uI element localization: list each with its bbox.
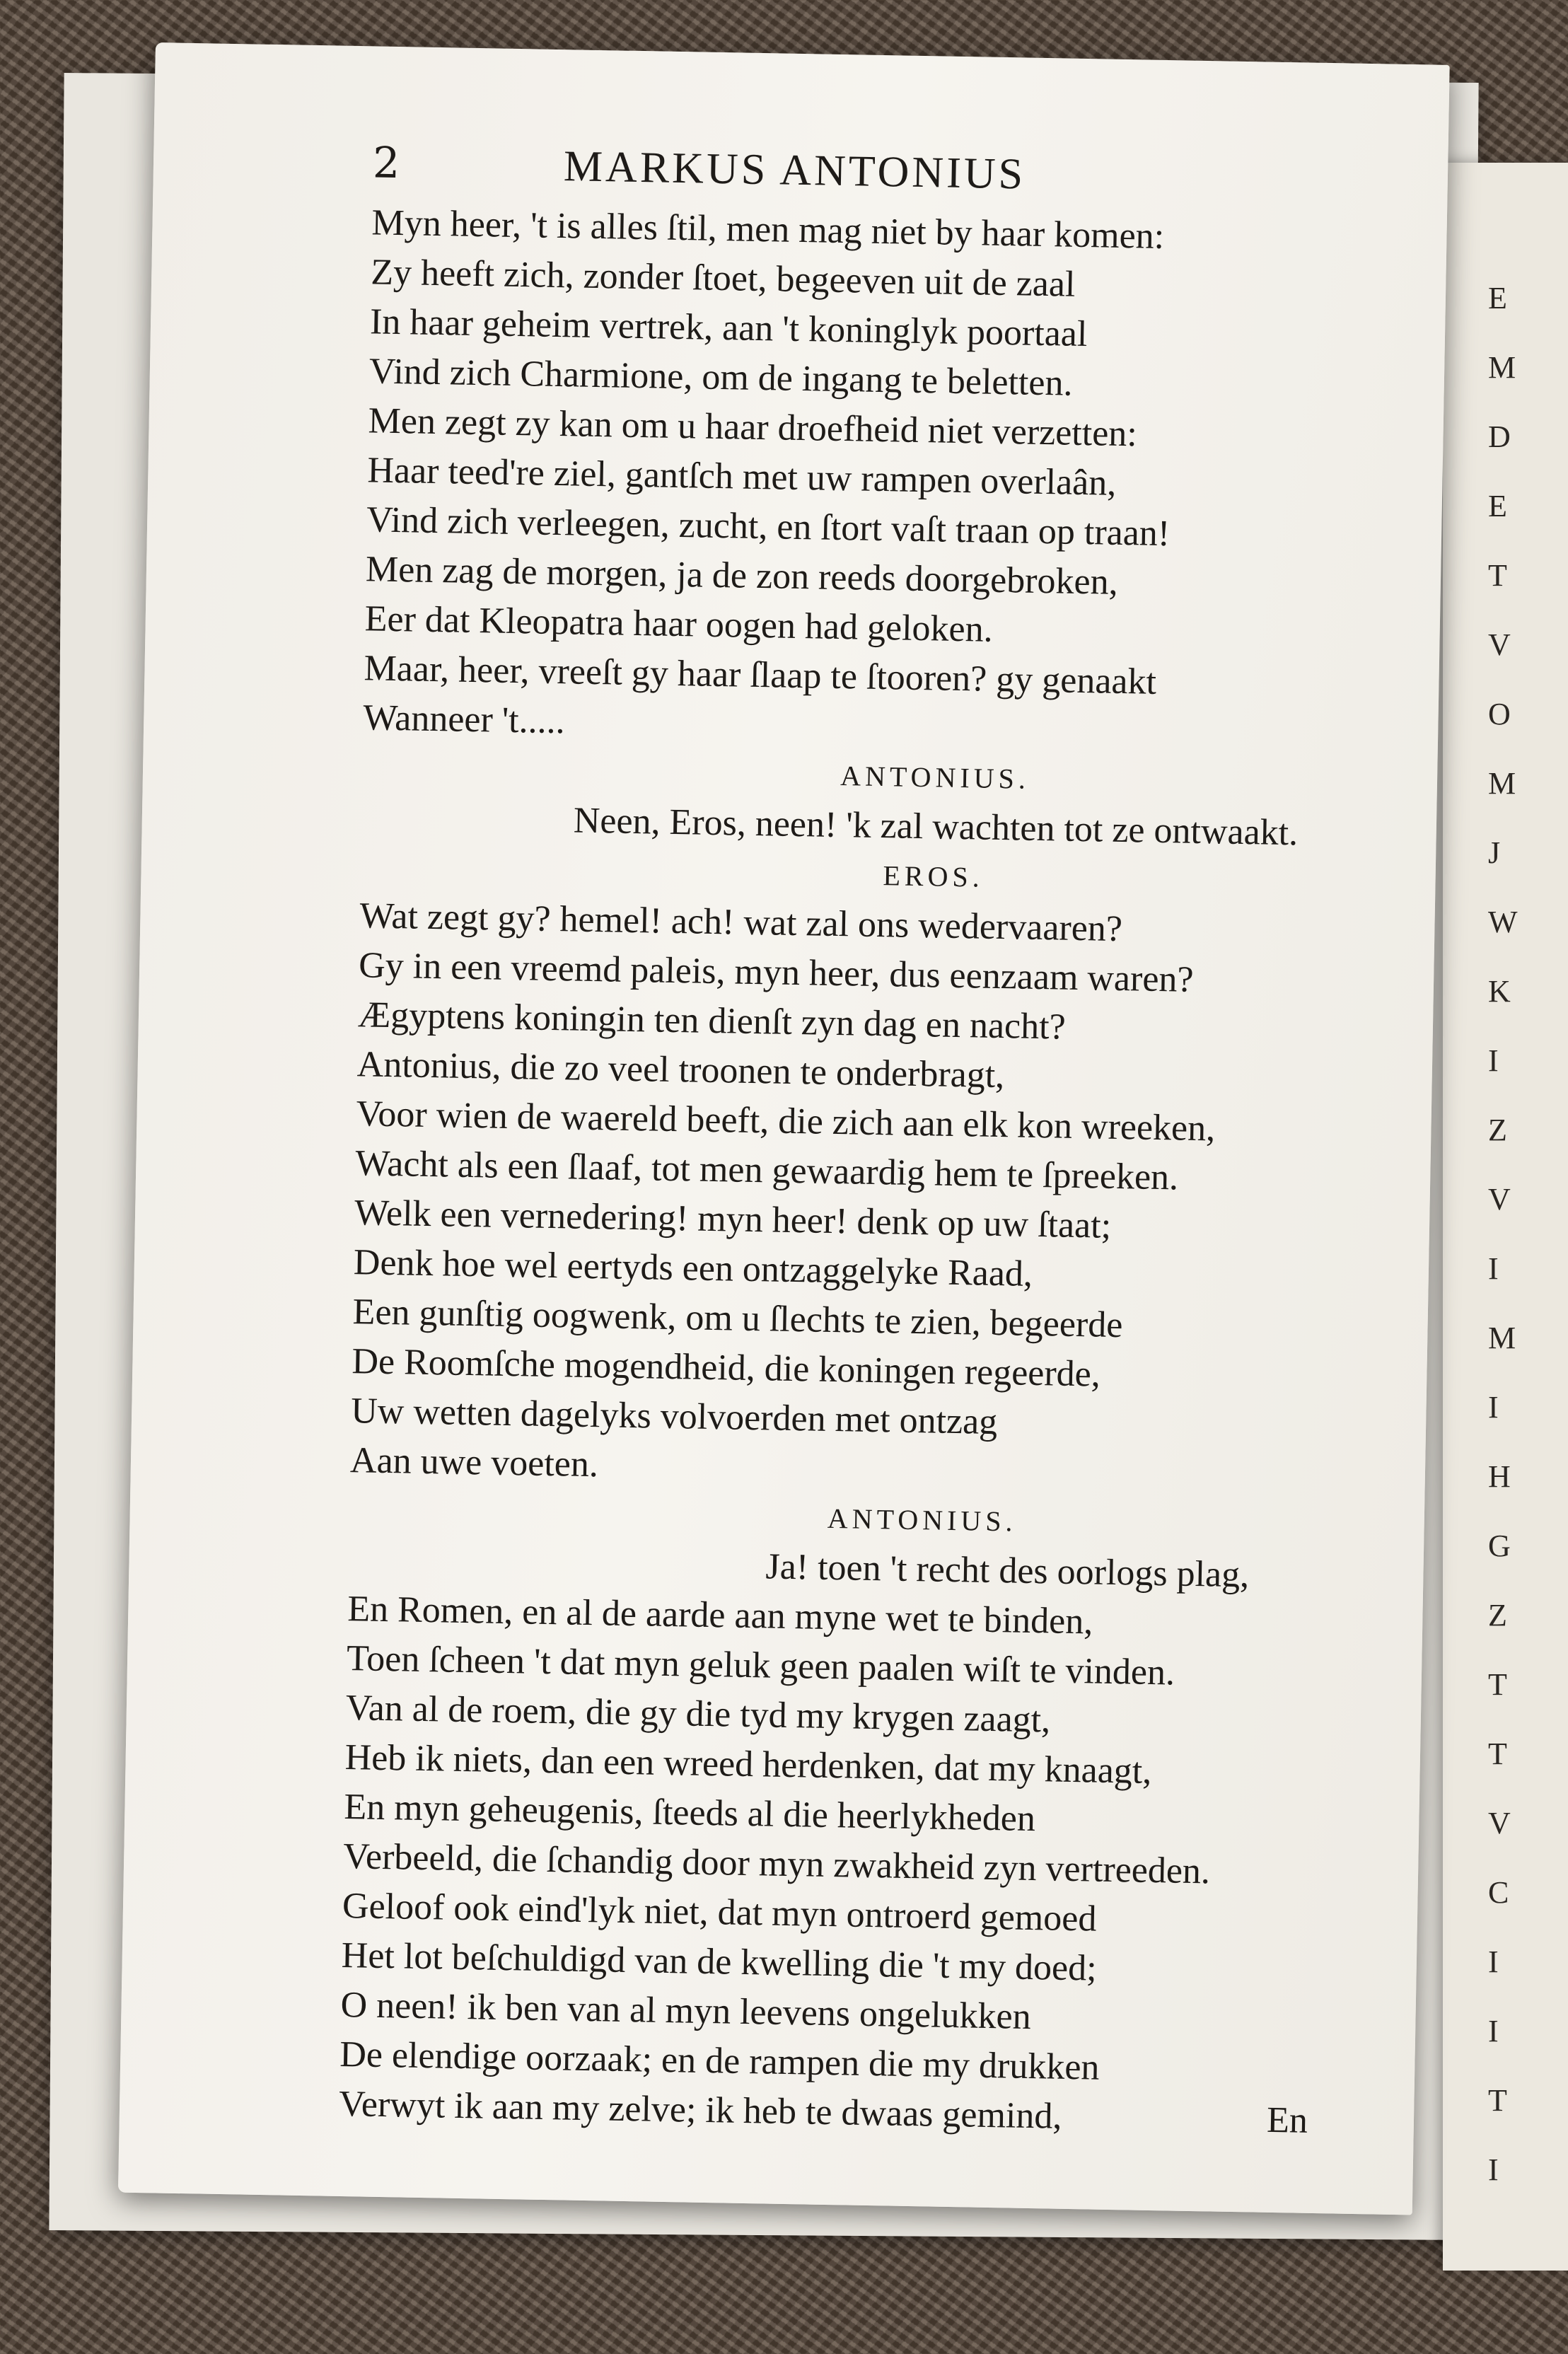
- verse-line: Antonius, die zo veel troonen te onderbragt,: [356, 1044, 1005, 1096]
- verse-line: Toen ſcheen 't dat myn geluk geen paalen wiſt te vinden.: [346, 1638, 1175, 1693]
- verse-line: Voor wien de waereld beeft, die zich aan elk kon wreeken,: [356, 1094, 1216, 1149]
- adjacent-page-letter: I: [1488, 2014, 1499, 2048]
- verse-line: Het lot beſchuldigd van de kwelling die 't my doed;: [341, 1935, 1098, 1989]
- verse-line: Van al de roem, die gy die tyd my krygen zaagt,: [345, 1688, 1051, 1741]
- speaker-name: EROS.: [883, 859, 985, 893]
- adjacent-page-letter: E: [1488, 489, 1507, 523]
- verse-line: Denk hoe wel eertyds een ontzaggelyke Raad,: [353, 1242, 1033, 1294]
- verse-line: Gy in een vreemd paleis, myn heer, dus eenzaam waren?: [358, 945, 1195, 1000]
- adjacent-page-letter: V: [1488, 1806, 1511, 1840]
- verse-line: Aan uwe voeten.: [349, 1440, 599, 1485]
- verse-line: O neen! ik ben van al myn leevens ongelukken: [340, 1984, 1032, 2038]
- verse-line: Zy heeft zich, zonder ſtoet, begeeven uit de zaal: [370, 252, 1076, 305]
- adjacent-page-letter: V: [1488, 627, 1511, 662]
- verse-line: Vind zich Charmione, om de ingang te beletten.: [368, 351, 1073, 404]
- adjacent-page-letter: I: [1488, 1043, 1499, 1078]
- adjacent-page-letter: I: [1488, 1390, 1499, 1425]
- adjacent-page-letter: W: [1488, 905, 1518, 939]
- adjacent-page-letter: G: [1488, 1529, 1511, 1563]
- adjacent-page-letter: O: [1488, 697, 1511, 731]
- adjacent-page-letter: T: [1488, 2083, 1507, 2118]
- adjacent-page-letter: Z: [1488, 1598, 1507, 1633]
- running-head: [372, 138, 1476, 207]
- adjacent-page-letter: V: [1488, 1182, 1511, 1217]
- adjacent-page-letter: M: [1488, 766, 1516, 801]
- page-text-block: [339, 138, 1477, 2148]
- verse-line: Heb ik niets, dan een wreed herdenken, dat my knaagt,: [344, 1737, 1152, 1792]
- verse-line: Een gunſtig oogwenk, om u ſlechts te zien, begeerde: [352, 1292, 1123, 1346]
- adjacent-page-letter: H: [1488, 1459, 1511, 1494]
- verse-line: Neen, Eros, neen! 'k zal wachten tot ze ontwaakt.: [573, 800, 1299, 854]
- verse-line: Haar teed're ziel, gantſch met uw rampen overlaân,: [366, 450, 1117, 504]
- verse-line: Maar, heer, vreeſt gy haar ſlaap te ſtooren? gy genaakt: [364, 648, 1157, 702]
- verse-line: Men zegt zy kan om u haar droefheid niet verzetten:: [368, 400, 1138, 455]
- adjacent-page-letter: K: [1488, 974, 1511, 1009]
- adjacent-page-letter: I: [1488, 1944, 1499, 1979]
- verse-line: Ja! toen 't recht des oorlogs plag,: [765, 1546, 1250, 1596]
- verse-line: Wat zegt gy? hemel! ach! wat zal ons wedervaaren?: [359, 895, 1123, 950]
- adjacent-page-letter: M: [1488, 1321, 1516, 1355]
- adjacent-page-letter: J: [1488, 835, 1501, 870]
- adjacent-page-letter: T: [1488, 558, 1507, 593]
- adjacent-page-letter: D: [1488, 419, 1511, 454]
- page-number: 2: [372, 138, 400, 189]
- verse-line: Uw wetten dagelyks volvoerden met ontzag: [350, 1391, 998, 1443]
- adjacent-page-letter: C: [1488, 1875, 1509, 1910]
- catchword: En: [1266, 2099, 1308, 2141]
- verse-line: Wanneer 't.....: [362, 697, 566, 742]
- verse-line: De Roomſche mogendheid, die koningen regeerde,: [352, 1341, 1101, 1395]
- verse-line: Geloof ook eind'lyk niet, dat myn ontroerd gemoed: [342, 1886, 1097, 1940]
- verse-line: Myn heer, 't is alles ſtil, men mag niet by haar komen:: [371, 202, 1165, 257]
- verse-line: Verwyt ik aan my zelve; ik heb te dwaas gemind,: [338, 2083, 1062, 2137]
- verse-line: En Romen, en al de aarde aan myne wet te binden,: [347, 1589, 1093, 1642]
- speaker-name: ANTONIUS.: [827, 1502, 1017, 1538]
- verse-line: Ægyptens koningin ten dienſt zyn dag en nacht?: [357, 995, 1067, 1048]
- verse-line: Vind zich verleegen, zucht, en ſtort vaſt traan op traan!: [366, 499, 1171, 555]
- adjacent-page-letter: E: [1488, 281, 1507, 315]
- verse-line: Verbeeld, die ſchandig door myn zwakheid zyn vertreeden.: [342, 1836, 1211, 1892]
- verse-line: Eer dat Kleopatra haar oogen had geloken.: [364, 598, 994, 650]
- book-page: [118, 42, 1450, 2215]
- verse-line: In haar geheim vertrek, aan 't koninglyk poortaal: [369, 301, 1088, 355]
- speaker-name: ANTONIUS.: [840, 760, 1030, 795]
- verse-lines: [339, 198, 1475, 2148]
- adjacent-page-letter: I: [1488, 1251, 1499, 1286]
- verse-line: De elendige oorzaak; en de rampen die my drukken: [339, 2034, 1100, 2088]
- adjacent-page-letter: M: [1488, 350, 1516, 385]
- verse-line: Wacht als een ſlaaf, tot men gewaardig hem te ſpreeken.: [354, 1143, 1179, 1198]
- adjacent-page-letter: T: [1488, 1736, 1507, 1771]
- adjacent-page-letter: I: [1488, 2152, 1499, 2187]
- adjacent-page-letter: Z: [1488, 1113, 1507, 1147]
- adjacent-page-letter: T: [1488, 1667, 1507, 1702]
- verse-line: Welk een vernedering! myn heer! denk op uw ſtaat;: [354, 1193, 1112, 1246]
- verse-line: En myn geheugenis, ſteeds al die heerlykheden: [344, 1787, 1036, 1840]
- verse-line: Men zag de morgen, ja de zon reeds doorgebroken,: [365, 549, 1119, 603]
- running-title: MARKUS ANTONIUS: [563, 142, 1026, 199]
